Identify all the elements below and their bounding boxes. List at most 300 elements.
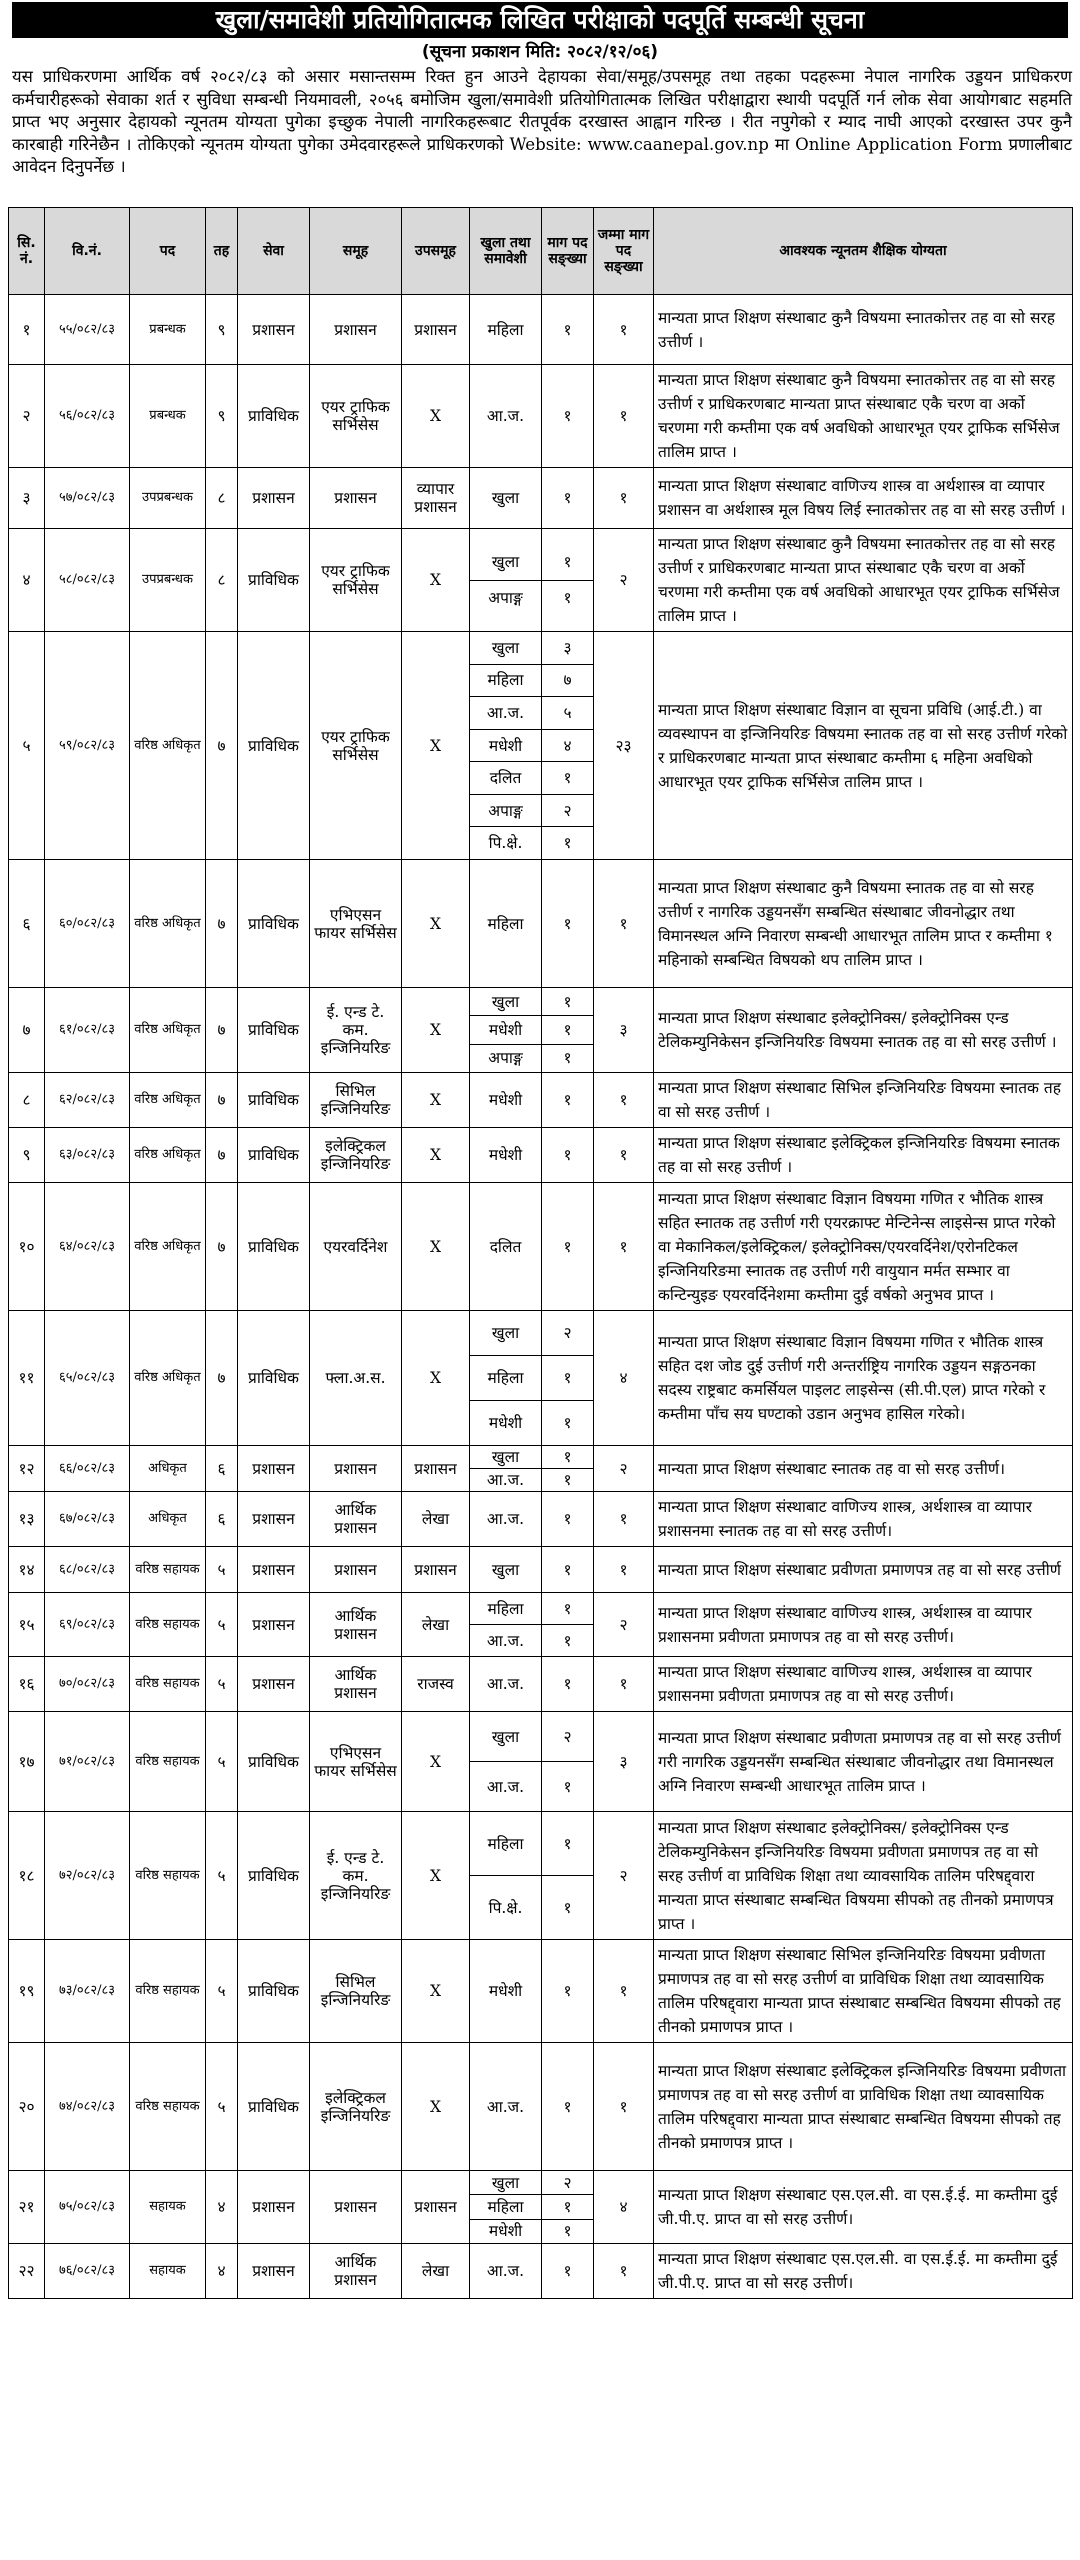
subgroup-cell: X (402, 1712, 470, 1812)
inclusive-category: महिला (470, 2194, 541, 2218)
demand-count: १ (542, 761, 593, 794)
qualification-cell: मान्यता प्राप्त शिक्षण संस्थाबाट कुनै विषयमा स्नातकोत्तर तह वा सो सरह उत्तीर्ण र प्राधिकरणबाट मान्यता प्राप्त संस्थाबाट एकै चरण वा अर्को चरणमा गरी कम्तीमा एक वर्ष अवधिको आधारभूत एयर ट्राफिक सर्भिसेज तालिम प्राप्त । (654, 365, 1073, 468)
subgroup-cell: X (402, 529, 470, 632)
publish-date: (सूचना प्रकाशन मिति: २०८२/१२/०६) (421, 42, 659, 62)
service-cell: प्राविधिक (238, 1940, 310, 2043)
qualification-cell: मान्यता प्राप्त शिक्षण संस्थाबाट इलेक्ट्रोनिक्स/ इलेक्ट्रोनिक्स एन्ड टेलिकम्युनिकेसन इन्जिनियरिङ विषयमा स्नातक तह वा सो सरह उत्तीर्ण । (654, 988, 1073, 1073)
total-demand-cell: ४ (594, 2171, 654, 2244)
table-row (9, 1593, 1073, 1657)
service-cell: प्राविधिक (238, 1183, 310, 1311)
subgroup-cell: लेखा (402, 1593, 470, 1657)
level-cell: ५ (206, 1940, 238, 2043)
serial-number-cell: ७ (9, 988, 45, 1073)
service-cell: प्रशासन (238, 2244, 310, 2299)
qualification-cell: मान्यता प्राप्त शिक्षण संस्थाबाट सिभिल इन्जिनियरिङ विषयमा स्नातक तह वा सो सरह उत्तीर्ण । (654, 1073, 1073, 1128)
group-cell: एभिएसन फायर सर्भिसेस (310, 860, 402, 988)
inclusive-category: खुला (491, 638, 520, 657)
total-demand-cell: १ (594, 1547, 654, 1593)
total-demand-cell: २३ (594, 632, 654, 860)
serial-number-cell: १ (9, 295, 45, 365)
level-cell: ६ (206, 1446, 238, 1492)
inclusive-category: मधेशी (488, 1982, 523, 2000)
post-cell: वरिष्ठ सहायक (130, 1940, 206, 2043)
inclusive-category: अपाङ्ग (470, 580, 541, 617)
inclusive-category: आ.ज. (486, 1510, 525, 1528)
inclusive-category: महिला (487, 1834, 524, 1853)
group-cell: आर्थिक प्रशासन (310, 1492, 402, 1547)
level-cell: ५ (206, 1812, 238, 1940)
vacancy-number-cell: ७०/०८२/८३ (45, 1657, 130, 1712)
vacancy-number-cell: ६८/०८२/८३ (45, 1547, 130, 1593)
service-cell: प्रशासन (238, 1593, 310, 1657)
group-cell: इलेक्ट्रिकल इन्जिनियरिङ (310, 1128, 402, 1183)
demand-count: १ (563, 1834, 572, 1853)
demand-count-cell (542, 529, 594, 632)
qualification-cell: मान्यता प्राप्त शिक्षण संस्थाबाट प्रवीणता प्रमाणपत्र तह वा सो सरह उत्तीर्ण (654, 1547, 1073, 1593)
inclusive-group-cell (470, 529, 542, 632)
demand-count: १ (542, 1015, 593, 1043)
inclusive-category: अपाङ्ग (470, 794, 541, 827)
header-samuh: समूह (310, 208, 402, 295)
subgroup-cell: X (402, 988, 470, 1073)
level-cell: ७ (206, 1311, 238, 1446)
demand-count: २ (563, 2173, 572, 2192)
demand-count: १ (542, 580, 593, 617)
total-demand-cell: १ (594, 365, 654, 468)
level-cell: ५ (206, 1593, 238, 1657)
demand-count-cell (542, 1547, 594, 1593)
service-cell: प्राविधिक (238, 1311, 310, 1446)
level-cell: ७ (206, 632, 238, 860)
inclusive-category: महिला (470, 664, 541, 697)
inclusive-group-cell (470, 1183, 542, 1311)
demand-count-cell (542, 1311, 594, 1446)
level-cell: ८ (206, 529, 238, 632)
header-tah: तह (206, 208, 238, 295)
subgroup-cell: X (402, 860, 470, 988)
vacancy-number-cell: ७२/०८२/८३ (45, 1812, 130, 1940)
total-demand-cell: १ (594, 860, 654, 988)
demand-count: १ (542, 1875, 593, 1939)
table-row (9, 365, 1073, 468)
qualification-cell: मान्यता प्राप्त शिक्षण संस्थाबाट वाणिज्य शास्त्र, अर्थशास्त्र वा व्यापार प्रशासनमा प्रवीणता प्रमाणपत्र तह वा सो सरह उत्तीर्ण। (654, 1657, 1073, 1712)
demand-count: २ (563, 1727, 572, 1746)
vacancy-number-cell: ६६/०८२/८३ (45, 1446, 130, 1492)
inclusive-group-cell (470, 1073, 542, 1128)
level-cell: ५ (206, 2043, 238, 2171)
demand-count-cell (542, 468, 594, 529)
header-sn: सि. नं. (9, 208, 45, 295)
inclusive-group-cell (470, 1657, 542, 1712)
post-cell: वरिष्ठ अधिकृत (130, 1128, 206, 1183)
table-row (9, 529, 1073, 632)
subgroup-cell: X (402, 1812, 470, 1940)
total-demand-cell: २ (594, 1446, 654, 1492)
group-cell: इलेक्ट्रिकल इन्जिनियरिङ (310, 2043, 402, 2171)
demand-count-cell (542, 1183, 594, 1311)
total-demand-cell: १ (594, 1492, 654, 1547)
service-cell: प्राविधिक (238, 529, 310, 632)
level-cell: ७ (206, 988, 238, 1073)
serial-number-cell: ६ (9, 860, 45, 988)
inclusive-category: पि.क्षे. (470, 1875, 541, 1939)
table-row (9, 1657, 1073, 1712)
vacancy-number-cell: ६५/०८२/८३ (45, 1311, 130, 1446)
demand-count-cell (542, 988, 594, 1073)
post-cell: वरिष्ठ सहायक (130, 1547, 206, 1593)
post-cell: प्रबन्धक (130, 365, 206, 468)
subgroup-cell: X (402, 1073, 470, 1128)
demand-count: १ (563, 1510, 572, 1528)
table-row (9, 1311, 1073, 1446)
total-demand-cell: १ (594, 2043, 654, 2171)
total-demand-cell: १ (594, 468, 654, 529)
group-cell: एयरवर्दिनेश (310, 1183, 402, 1311)
subgroup-cell: X (402, 1311, 470, 1446)
header-qualification: आवश्यक न्यूनतम शैक्षिक योग्यता (654, 208, 1073, 295)
demand-count-cell (542, 365, 594, 468)
demand-count: १ (542, 1624, 593, 1656)
demand-count: ४ (542, 729, 593, 762)
total-demand-cell: १ (594, 1940, 654, 2043)
service-cell: प्राविधिक (238, 1712, 310, 1812)
service-cell: प्राविधिक (238, 1073, 310, 1128)
header-inclusive: खुला तथा समावेशी (470, 208, 542, 295)
qualification-cell: मान्यता प्राप्त शिक्षण संस्थाबाट विज्ञान वा सूचना प्रविधि (आई.टी.) वा व्यवस्थापन वा इन्जिनियरिङ विषयमा स्नातक तह वा सो सरह उत्तीर्ण गरेको र प्राधिकरणबाट मान्यता प्राप्त संस्थाबाट कम्तीमा ६ महिना अवधिको आधारभूत एयर ट्राफिक सर्भिसेज तालिम प्राप्त । (654, 632, 1073, 860)
demand-count: १ (563, 2097, 572, 2116)
inclusive-group-cell (470, 1812, 542, 1940)
demand-count: २ (542, 794, 593, 827)
inclusive-group-cell (470, 1593, 542, 1657)
inclusive-category: आ.ज. (470, 1624, 541, 1656)
demand-count: १ (563, 1146, 572, 1164)
service-cell: प्राविधिक (238, 988, 310, 1073)
vacancy-number-cell: ६१/०८२/८३ (45, 988, 130, 1073)
serial-number-cell: १८ (9, 1812, 45, 1940)
group-cell: प्रशासन (310, 295, 402, 365)
demand-count-cell (542, 1657, 594, 1712)
inclusive-category: खुला (491, 489, 520, 507)
inclusive-group-cell (470, 632, 542, 860)
level-cell: ७ (206, 1183, 238, 1311)
inclusive-category: खुला (491, 1448, 520, 1466)
service-cell: प्रशासन (238, 1657, 310, 1712)
serial-number-cell: ९ (9, 1128, 45, 1183)
table-row (9, 1183, 1073, 1311)
inclusive-category: महिला (487, 914, 524, 933)
demand-count: १ (563, 1237, 572, 1256)
service-cell: प्रशासन (238, 2171, 310, 2244)
level-cell: ५ (206, 1657, 238, 1712)
inclusive-group-cell (470, 365, 542, 468)
demand-count-cell (542, 1492, 594, 1547)
demand-count: १ (542, 2219, 593, 2243)
table-row (9, 1492, 1073, 1547)
serial-number-cell: २० (9, 2043, 45, 2171)
inclusive-group-cell (470, 2244, 542, 2299)
level-cell: ५ (206, 1547, 238, 1593)
vacancy-number-cell: ६४/०८२/८३ (45, 1183, 130, 1311)
post-cell: उपप्रबन्धक (130, 468, 206, 529)
serial-number-cell: १२ (9, 1446, 45, 1492)
qualification-cell: मान्यता प्राप्त शिक्षण संस्थाबाट एस.एल.सी. वा एस.ई.ई. मा कम्तीमा दुई जी.पी.ए. प्राप्त वा सो सरह उत्तीर्ण। (654, 2244, 1073, 2299)
qualification-cell: मान्यता प्राप्त शिक्षण संस्थाबाट सिभिल इन्जिनियरिङ विषयमा प्रवीणता प्रमाणपत्र तह वा सो सरह उत्तीर्ण वा प्राविधिक शिक्षा तथा व्यावसायिक तालिम परिषद्द्वारा मान्यता प्राप्त संस्थाबाट सम्बन्धित विषयमा सीपको तह तीनको प्रमाणपत्र प्राप्त । (654, 1940, 1073, 2043)
demand-count: १ (563, 1091, 572, 1109)
inclusive-group-cell (470, 860, 542, 988)
post-cell: वरिष्ठ सहायक (130, 2043, 206, 2171)
demand-count: १ (563, 914, 572, 933)
post-cell: वरिष्ठ सहायक (130, 1657, 206, 1712)
total-demand-cell: २ (594, 1593, 654, 1657)
vacancy-number-cell: ७६/०८२/८३ (45, 2244, 130, 2299)
serial-number-cell: १४ (9, 1547, 45, 1593)
demand-count-cell (542, 1128, 594, 1183)
vacancy-number-cell: ५६/०८२/८३ (45, 365, 130, 468)
table-row (9, 988, 1073, 1073)
group-cell: एभिएसन फायर सर्भिसेस (310, 1712, 402, 1812)
inclusive-category: आ.ज. (486, 407, 525, 425)
subgroup-cell: X (402, 2043, 470, 2171)
qualification-cell: मान्यता प्राप्त शिक्षण संस्थाबाट इलेक्ट्रिकल इन्जिनियरिङ विषयमा स्नातक तह वा सो सरह उत्तीर्ण । (654, 1128, 1073, 1183)
total-demand-cell: २ (594, 1812, 654, 1940)
vacancy-number-cell: ७१/०८२/८३ (45, 1712, 130, 1812)
subgroup-cell: X (402, 632, 470, 860)
demand-count-cell (542, 632, 594, 860)
demand-count-cell (542, 2171, 594, 2244)
inclusive-category: खुला (491, 1727, 520, 1746)
demand-count: १ (563, 1560, 572, 1579)
inclusive-group-cell (470, 1128, 542, 1183)
group-cell: प्रशासन (310, 1446, 402, 1492)
demand-count-cell (542, 1940, 594, 2043)
subgroup-cell: लेखा (402, 2244, 470, 2299)
table-row (9, 2043, 1073, 2171)
level-cell: ८ (206, 468, 238, 529)
inclusive-category: आ.ज. (470, 696, 541, 729)
inclusive-category: मधेशी (470, 1400, 541, 1445)
level-cell: ९ (206, 295, 238, 365)
level-cell: ७ (206, 860, 238, 988)
vacancy-number-cell: ७५/०८२/८३ (45, 2171, 130, 2244)
inclusive-category: महिला (487, 320, 524, 339)
service-cell: प्राविधिक (238, 632, 310, 860)
subgroup-cell: प्रशासन (402, 295, 470, 365)
total-demand-cell: ४ (594, 1311, 654, 1446)
inclusive-group-cell (470, 295, 542, 365)
post-cell: उपप्रबन्धक (130, 529, 206, 632)
inclusive-group-cell (470, 1311, 542, 1446)
post-cell: वरिष्ठ अधिकृत (130, 1183, 206, 1311)
post-cell: वरिष्ठ अधिकृत (130, 1073, 206, 1128)
table-header-row (9, 208, 1073, 295)
qualification-cell: मान्यता प्राप्त शिक्षण संस्थाबाट प्रवीणता प्रमाणपत्र तह वा सो सरह उत्तीर्ण गरी नागरिक उड्डयनसँग सम्बन्धित संस्थाबाट जीवनोद्धार तथा विमानस्थल अग्नि निवारण सम्बन्धी आधारभूत तालिम प्राप्त । (654, 1712, 1073, 1812)
subgroup-cell: X (402, 1183, 470, 1311)
demand-count-cell (542, 295, 594, 365)
table-row (9, 295, 1073, 365)
vacancy-number-cell: ५५/०८२/८३ (45, 295, 130, 365)
qualification-cell: मान्यता प्राप्त शिक्षण संस्थाबाट विज्ञान विषयमा गणित र भौतिक शास्त्र सहित स्नातक तह उत्तीर्ण गरी एयरक्राफ्ट मेन्टिनेन्स लाइसेन्स प्राप्त गरेको वा मेकानिकल/इलेक्ट्रिकल/ इलेक्ट्रोनिक्स/एयरवर्दिनेश/एरोनटिकल इन्जिनियरिङमा स्नातक तह उत्तीर्ण गरी वायुयान मर्मत सम्भार वा कन्टिन्युइङ एयरवर्दिनेशमा कम्तीमा दुई वर्षको अनुभव प्राप्त । (654, 1183, 1073, 1311)
demand-count: १ (563, 1599, 572, 1618)
inclusive-category: मधेशी (488, 1091, 523, 1109)
serial-number-cell: २१ (9, 2171, 45, 2244)
inclusive-category: आ.ज. (486, 1675, 525, 1693)
demand-count-cell (542, 1593, 594, 1657)
demand-count: १ (563, 489, 572, 507)
inclusive-group-cell (470, 1492, 542, 1547)
demand-count-cell (542, 2043, 594, 2171)
serial-number-cell: १५ (9, 1593, 45, 1657)
group-cell: ई. एन्ड टे. कम. इन्जिनियरिङ (310, 1812, 402, 1940)
demand-count: १ (542, 1355, 593, 1400)
group-cell: प्रशासन (310, 1547, 402, 1593)
inclusive-group-cell (470, 2043, 542, 2171)
level-cell: ५ (206, 1712, 238, 1812)
level-cell: ७ (206, 1128, 238, 1183)
vacancy-number-cell: ७४/०८२/८३ (45, 2043, 130, 2171)
total-demand-cell: १ (594, 295, 654, 365)
qualification-cell: मान्यता प्राप्त शिक्षण संस्थाबाट वाणिज्य शास्त्र, अर्थशास्त्र वा व्यापार प्रशासनमा प्रवीणता प्रमाणपत्र तह वा सो सरह उत्तीर्ण। (654, 1593, 1073, 1657)
service-cell: प्रशासन (238, 1492, 310, 1547)
subgroup-cell: प्रशासन (402, 1547, 470, 1593)
demand-count: १ (542, 1044, 593, 1072)
post-cell: अधिकृत (130, 1492, 206, 1547)
qualification-cell: मान्यता प्राप्त शिक्षण संस्थाबाट कुनै विषयमा स्नातकोत्तर तह वा सो सरह उत्तीर्ण र प्राधिकरणबाट मान्यता प्राप्त संस्थाबाट एकै चरण वा अर्को चरणमा गरी कम्तीमा एक वर्ष अवधिको आधारभूत एयर ट्राफिक सर्भिसेज तालिम प्राप्त । (654, 529, 1073, 632)
qualification-cell: मान्यता प्राप्त शिक्षण संस्थाबाट कुनै विषयमा स्नातक तह वा सो सरह उत्तीर्ण र नागरिक उड्डयनसँग सम्बन्धित संस्थाबाट जीवनोद्धार तथा विमानस्थल अग्नि निवारण सम्बन्धी आधारभूत तालिम प्राप्त र कम्तीमा १ महिनाको सम्बन्धित विषयको थप तालिम प्राप्त । (654, 860, 1073, 988)
header-total-demand: जम्मा माग पद सङ्ख्या (594, 208, 654, 295)
demand-count-cell (542, 1073, 594, 1128)
subgroup-cell: X (402, 365, 470, 468)
serial-number-cell: ३ (9, 468, 45, 529)
inclusive-category: महिला (487, 1599, 524, 1618)
inclusive-category: मधेशी (470, 1015, 541, 1043)
table-row (9, 2171, 1073, 2244)
inclusive-category: मधेशी (470, 2219, 541, 2243)
total-demand-cell: २ (594, 529, 654, 632)
vacancy-table (8, 207, 1073, 2299)
level-cell: ६ (206, 1492, 238, 1547)
inclusive-group-cell (470, 468, 542, 529)
inclusive-group-cell (470, 1712, 542, 1812)
qualification-cell: मान्यता प्राप्त शिक्षण संस्थाबाट वाणिज्य शास्त्र, अर्थशास्त्र वा व्यापार प्रशासनमा स्नातक तह वा सो सरह उत्तीर्ण। (654, 1492, 1073, 1547)
post-cell: सहायक (130, 2244, 206, 2299)
service-cell: प्राविधिक (238, 1128, 310, 1183)
demand-count: १ (563, 320, 572, 339)
group-cell: सिभिल इन्जिनियरिङ (310, 1073, 402, 1128)
post-cell: प्रबन्धक (130, 295, 206, 365)
demand-count: १ (542, 1761, 593, 1811)
table-row (9, 1547, 1073, 1593)
group-cell: आर्थिक प्रशासन (310, 1657, 402, 1712)
header-upasamuh: उपसमूह (402, 208, 470, 295)
demand-count-cell (542, 1446, 594, 1492)
vacancy-number-cell: ५८/०८२/८३ (45, 529, 130, 632)
table-row (9, 1073, 1073, 1128)
demand-count: १ (563, 992, 572, 1011)
inclusive-group-cell (470, 988, 542, 1073)
total-demand-cell: ३ (594, 988, 654, 1073)
demand-count-cell (542, 2244, 594, 2299)
group-cell: एयर ट्राफिक सर्भिसेस (310, 365, 402, 468)
service-cell: प्राविधिक (238, 2043, 310, 2171)
post-cell: सहायक (130, 2171, 206, 2244)
table-row (9, 1128, 1073, 1183)
post-cell: वरिष्ठ सहायक (130, 1593, 206, 1657)
level-cell: ९ (206, 365, 238, 468)
demand-count: १ (563, 407, 572, 425)
inclusive-category: मधेशी (470, 729, 541, 762)
inclusive-category: खुला (491, 552, 520, 571)
level-cell: ७ (206, 1073, 238, 1128)
serial-number-cell: १९ (9, 1940, 45, 2043)
inclusive-category: खुला (491, 2173, 520, 2192)
demand-count: २ (563, 1324, 572, 1342)
demand-count: १ (563, 1982, 572, 2000)
table-row (9, 1940, 1073, 2043)
serial-number-cell: २ (9, 365, 45, 468)
serial-number-cell: ८ (9, 1073, 45, 1128)
vacancy-number-cell: ७३/०८२/८३ (45, 1940, 130, 2043)
subgroup-cell: प्रशासन (402, 2171, 470, 2244)
group-cell: एयर ट्राफिक सर्भिसेस (310, 529, 402, 632)
header-pad: पद (130, 208, 206, 295)
table-row (9, 632, 1073, 860)
post-cell: वरिष्ठ अधिकृत (130, 860, 206, 988)
qualification-cell: मान्यता प्राप्त शिक्षण संस्थाबाट एस.एल.सी. वा एस.ई.ई. मा कम्तीमा दुई जी.पी.ए. प्राप्त वा सो सरह उत्तीर्ण। (654, 2171, 1073, 2244)
qualification-cell: मान्यता प्राप्त शिक्षण संस्थाबाट विज्ञान विषयमा गणित र भौतिक शास्त्र सहित दश जोड दुई उत्तीर्ण गरी अन्तर्राष्ट्रिय नागरिक उड्डयन सङ्गठनका सदस्य राष्ट्रबाट कमर्सियल पाइलट लाइसेन्स (सी.पी.एल) प्राप्त गरेको र कम्तीमा पाँच सय घण्टाको उडान अनुभव हासिल गरेको। (654, 1311, 1073, 1446)
demand-count: १ (563, 1448, 572, 1466)
serial-number-cell: १३ (9, 1492, 45, 1547)
demand-count: ७ (542, 664, 593, 697)
service-cell: प्राविधिक (238, 365, 310, 468)
inclusive-category: अपाङ्ग (470, 1044, 541, 1072)
inclusive-category: मधेशी (488, 1146, 523, 1164)
demand-count: १ (542, 1468, 593, 1491)
subgroup-cell: लेखा (402, 1492, 470, 1547)
post-cell: वरिष्ठ अधिकृत (130, 988, 206, 1073)
subgroup-cell: X (402, 1940, 470, 2043)
service-cell: प्राविधिक (238, 860, 310, 988)
inclusive-group-cell (470, 1446, 542, 1492)
serial-number-cell: १० (9, 1183, 45, 1311)
serial-number-cell: २२ (9, 2244, 45, 2299)
table-row (9, 2244, 1073, 2299)
total-demand-cell: १ (594, 2244, 654, 2299)
total-demand-cell: १ (594, 1073, 654, 1128)
demand-count: ५ (542, 696, 593, 729)
vacancy-number-cell: ६३/०८२/८३ (45, 1128, 130, 1183)
group-cell: ई. एन्ड टे. कम. इन्जिनियरिङ (310, 988, 402, 1073)
inclusive-group-cell (470, 1547, 542, 1593)
demand-count: १ (542, 2194, 593, 2218)
service-cell: प्रशासन (238, 468, 310, 529)
demand-count: १ (563, 552, 572, 571)
demand-count: १ (542, 826, 593, 859)
demand-count-cell (542, 1812, 594, 1940)
inclusive-category: आ.ज. (470, 1468, 541, 1491)
group-cell: सिभिल इन्जिनियरिङ (310, 1940, 402, 2043)
service-cell: प्राविधिक (238, 1812, 310, 1940)
inclusive-group-cell (470, 2171, 542, 2244)
group-cell: आर्थिक प्रशासन (310, 2244, 402, 2299)
service-cell: प्रशासन (238, 1446, 310, 1492)
total-demand-cell: १ (594, 1657, 654, 1712)
table-body (9, 295, 1073, 2299)
vacancy-number-cell: ६२/०८२/८३ (45, 1073, 130, 1128)
intro-paragraph: यस प्राधिकरणमा आर्थिक वर्ष २०८२/८३ को असार मसान्तसम्म रिक्त हुन आउने देहायका सेवा/समूह/उपसमूह तथा तहका पदहरूमा नेपाल नागरिक उड्डयन प्राधिकरण कर्मचारीहरूको सेवाका शर्त र सुविधा सम्बन्धी नियमावली, २०५६ बमोजिम खुला/समावेशी प्रतियोगितात्मक लिखित परीक्षाद्वारा स्थायी पदपूर्ति गर्न लोक सेवा आयोगबाट सहमति प्राप्त भए अनुसार देहायको न्यूनतम योग्यता पुगेका इच्छुक नेपाली नागरिकहरूबाट रीतपूर्वक दरखास्त आह्वान गरिन्छ । रीत नपुगेको र म्याद नाघी आएको दरखास्त उपर कुनै कारबाही गरिनेछैन । तोकिएको न्यूनतम योग्यता पुगेका उमेदवारहरूले प्राधिकरणको Website: www.caanepal.gov.np मा Online Application Form प्रणालीबाट आवेदन दिनुपर्नेछ । (12, 67, 1072, 176)
demand-count: १ (563, 2262, 572, 2280)
subgroup-cell: प्रशासन (402, 1446, 470, 1492)
inclusive-category: खुला (491, 1560, 520, 1579)
